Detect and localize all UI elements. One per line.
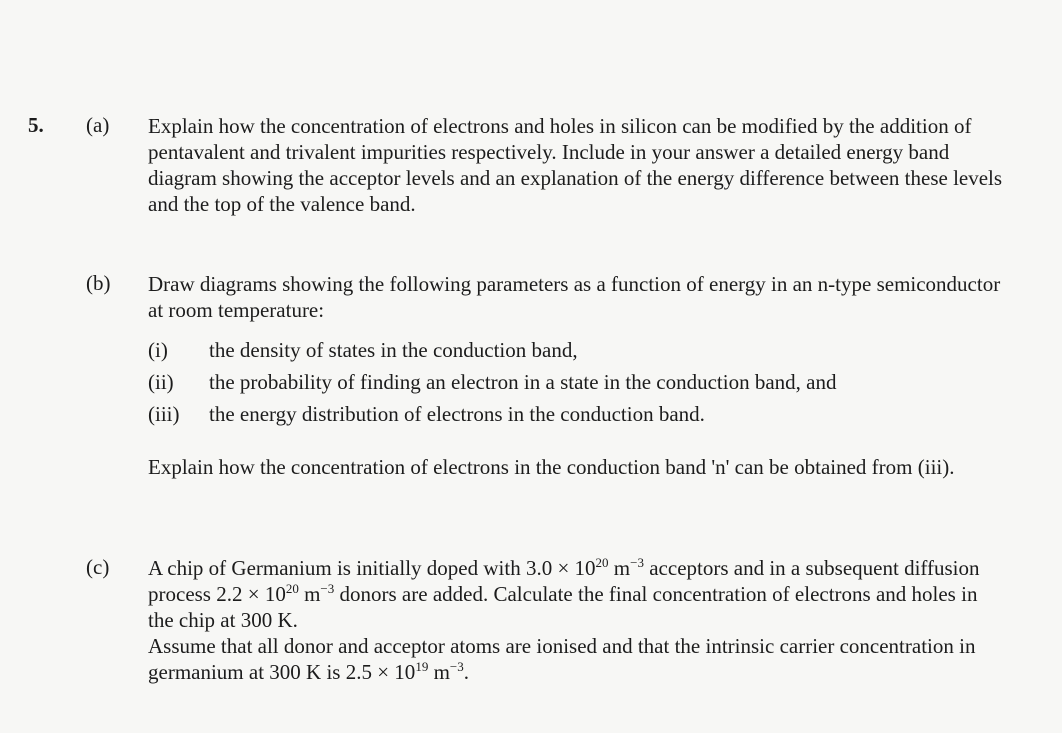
part-b-item-ii-text: the probability of finding an electron in a state in the conduction band, and: [209, 370, 837, 394]
part-b-follow-up: Explain how the concentration of electrons in the conduction band 'n' can be obtained from (iii).: [148, 455, 955, 479]
part-b-intro: Draw diagrams showing the following parameters as a function of energy in an n-type semiconductor at room temperature:: [148, 272, 1001, 322]
part-c-seg7: m: [428, 660, 450, 684]
part-c-exp5: 19: [415, 659, 429, 674]
part-a-label: (a): [86, 113, 110, 137]
part-c-exp6: −3: [449, 659, 464, 674]
part-c-exp4: −3: [320, 581, 335, 596]
part-b-item-iii-text: the energy distribution of electrons in the conduction band.: [209, 402, 705, 426]
part-c-seg5: donors are added. Calculate the final concentration of electrons and holes in the chip at 300 K.: [148, 582, 978, 632]
part-c-seg1: A chip of Germanium is initially doped with 3.0 × 10: [148, 556, 596, 580]
question-number: 5.: [28, 113, 44, 137]
part-c-exp1: 20: [595, 555, 609, 570]
part-b-item-i-label: (i): [148, 338, 168, 362]
part-c-seg4: m: [298, 582, 321, 606]
part-b-item-i-text: the density of states in the conduction band,: [209, 338, 578, 362]
part-c-seg2: m: [608, 556, 631, 580]
part-b-item-iii-label: (iii): [148, 402, 180, 426]
part-c-exp3: 20: [285, 581, 299, 596]
part-c-seg3: acceptors and in a subsequent diffusion process 2.2 × 10: [148, 556, 980, 606]
part-c-seg8: .: [463, 660, 469, 684]
part-b-label: (b): [86, 271, 111, 295]
part-a-text: Explain how the concentration of electrons and holes in silicon can be modified by the addition of pentavalent and trivalent impurities respectively. Include in your answer a detailed energy band diagram showing the acceptor levels and an explanation of the energy difference between these levels and the top of the valence band.: [148, 114, 1003, 216]
part-c-exp2: −3: [630, 555, 644, 570]
part-c-text: [148, 555, 1008, 685]
part-c-label: (c): [86, 555, 110, 579]
part-c-seg6: Assume that all donor and acceptor atoms are ionised and that the intrinsic carrier concentration in germanium at 300 K is 2.5 × 10: [148, 634, 976, 684]
part-b-item-ii-label: (ii): [148, 370, 174, 394]
